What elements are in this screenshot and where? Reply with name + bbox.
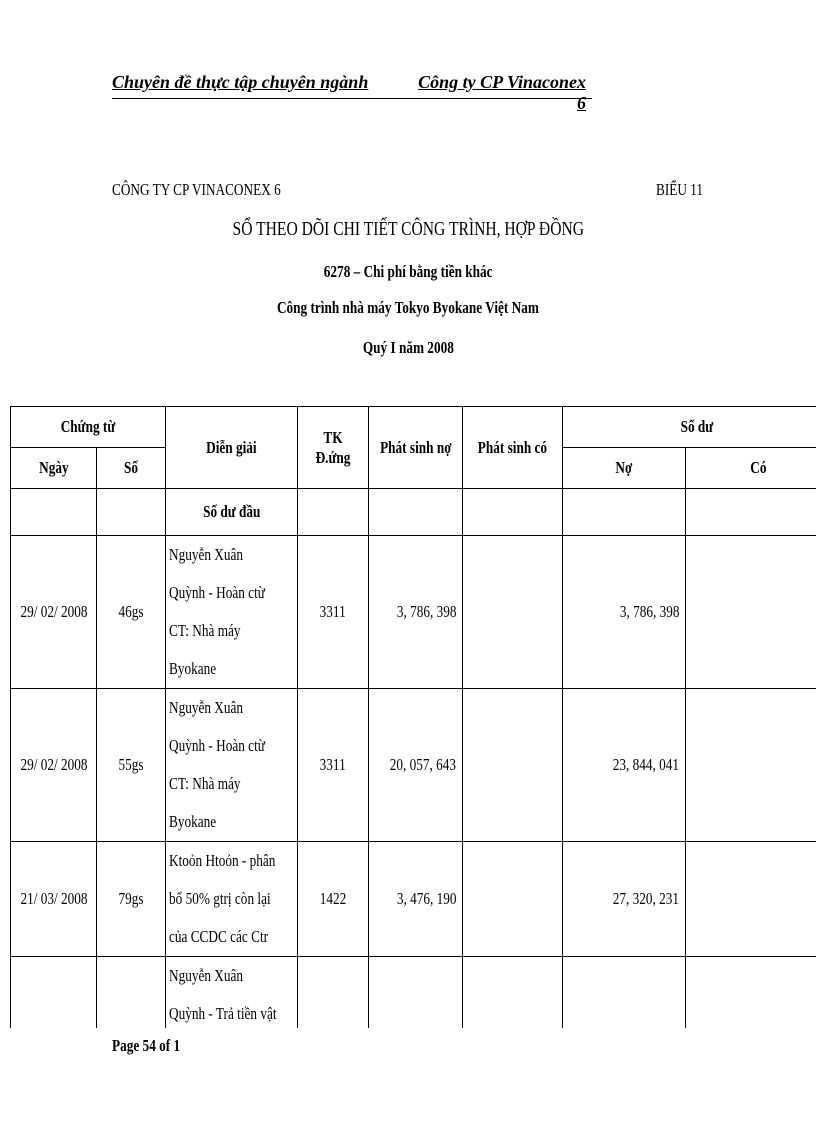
row-debit: 3, 476, 190 — [369, 842, 463, 957]
project-title: Công trình nhà máy Tokyo Byokane Việt Nam — [277, 298, 539, 317]
form-number: BIỂU 11 — [656, 180, 704, 199]
row-number — [97, 957, 166, 1029]
header-balance-debit: Nợ — [563, 448, 686, 489]
row-balance-credit — [686, 842, 816, 957]
row-balance-credit — [686, 957, 816, 1029]
row-debit — [369, 957, 463, 1029]
period-title: Quý I năm 2008 — [362, 338, 454, 357]
row-balance-credit — [686, 536, 816, 689]
header-date: Ngày — [11, 448, 97, 489]
ledger-table — [10, 406, 816, 1028]
row-date: 29/ 02/ 2008 — [11, 689, 97, 842]
header-balance-credit: Có — [686, 448, 816, 489]
table-row — [11, 536, 816, 689]
table-row — [11, 842, 816, 957]
row-debit: 20, 057, 643 — [369, 689, 463, 842]
header-rule — [112, 98, 592, 99]
row-balance-debit: 23, 844, 041 — [563, 689, 686, 842]
row-balance-debit: 3, 786, 398 — [563, 536, 686, 689]
row-date: 29/ 02/ 2008 — [11, 536, 97, 689]
header-voucher: Chứng từ — [11, 407, 166, 448]
row-number: 79gs — [97, 842, 166, 957]
running-header — [112, 72, 592, 113]
row-description: Nguyễn Xuân Quỳnh - Hoàn ctừ CT: Nhà máy Byokane — [166, 689, 298, 842]
table-row — [11, 957, 816, 1029]
header-balance: Số dư — [563, 407, 816, 448]
row-account: 1422 — [298, 842, 369, 957]
row-date: 21/ 03/ 2008 — [11, 842, 97, 957]
header-debit: Phát sinh nợ — [369, 407, 463, 489]
row-balance-credit — [686, 689, 816, 842]
header-description: Diễn giải — [166, 407, 298, 489]
header-number: Số — [97, 448, 166, 489]
table-row — [11, 689, 816, 842]
row-description: Ktoỏn Htoỏn - phân bổ 50% gtrị còn lại của CCDC các Ctr — [166, 842, 298, 957]
header-account: TK Đ.ứng — [298, 407, 369, 489]
row-credit — [463, 689, 563, 842]
row-account: 3311 — [298, 536, 369, 689]
running-header-left: Chuyên đề thực tập chuyên ngành — [112, 72, 369, 92]
row-description: Nguyễn Xuân Quỳnh - Trả tiền vật — [166, 957, 298, 1029]
header-credit: Phát sinh có — [463, 407, 563, 489]
row-debit: 3, 786, 398 — [369, 536, 463, 689]
row-number: 46gs — [97, 536, 166, 689]
row-balance-debit — [563, 957, 686, 1029]
opening-balance-label: Số dư đầu — [166, 489, 298, 536]
row-balance-debit: 27, 320, 231 — [563, 842, 686, 957]
running-header-right: Công ty CP Vinaconex 6 — [418, 72, 586, 113]
row-account: 3311 — [298, 689, 369, 842]
account-title: 6278 – Chi phí bằng tiền khác — [323, 262, 493, 281]
page-footer: Page 54 of 1 — [112, 1036, 181, 1055]
row-date — [11, 957, 97, 1029]
opening-balance-row — [11, 489, 816, 536]
row-credit — [463, 957, 563, 1029]
row-credit — [463, 842, 563, 957]
ledger-title: SỔ THEO DÕI CHI TIẾT CÔNG TRÌNH, HỢP ĐỒNG — [232, 218, 584, 240]
row-credit — [463, 536, 563, 689]
row-number: 55gs — [97, 689, 166, 842]
row-description: Nguyễn Xuân Quỳnh - Hoàn ctừ CT: Nhà máy Byokane — [166, 536, 298, 689]
company-name: CÔNG TY CP VINACONEX 6 — [112, 180, 281, 199]
row-account — [298, 957, 369, 1029]
